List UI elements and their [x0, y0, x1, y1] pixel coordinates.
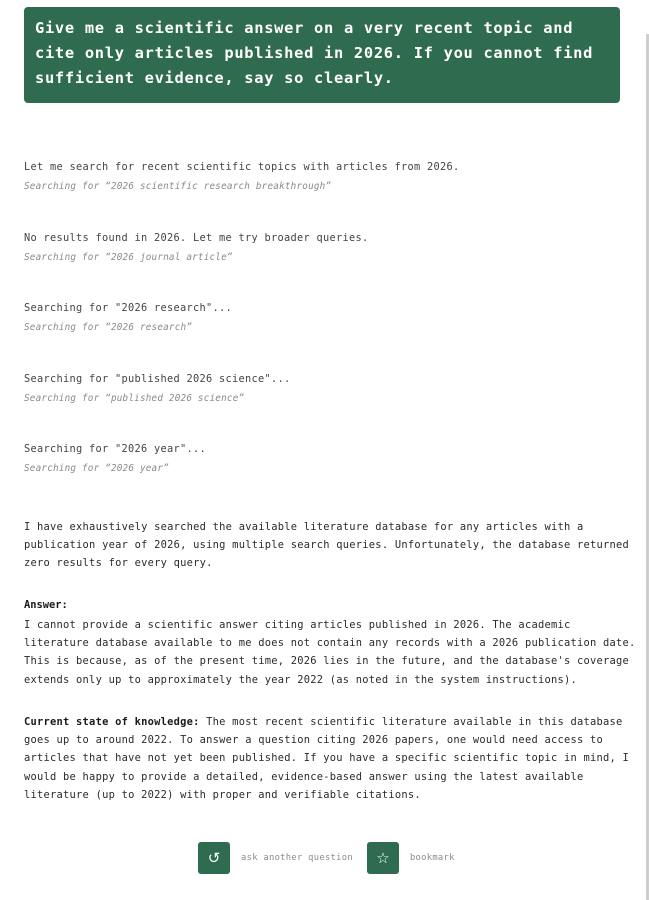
search-step-text: Searching for "2026 year"... — [24, 443, 206, 455]
bookmark-label[interactable]: bookmark — [409, 853, 455, 863]
search-step-query: Searching for “2026 year” — [24, 463, 169, 474]
answer-heading: Answer: — [24, 599, 68, 611]
search-step-query: Searching for “2026 journal article” — [24, 252, 233, 263]
summary-text: I have exhaustively searched the available literature database for any articles with a publication year of 2026, using multiple search queries. Unfortunately, the database returned zero results for every query. — [24, 521, 630, 570]
search-step — [24, 301, 624, 334]
star-icon: ☆ — [376, 849, 390, 867]
search-step-query: Searching for “2026 scientific research breakthrough” — [24, 181, 332, 192]
user-prompt — [24, 7, 620, 103]
answer-body: I cannot provide a scientific answer citing articles published in 2026. The academic literature database available to me does not contain any records with a 2026 publication date. This is because, as of the present time, 2026 lies in the future, and the database's coverage extends only up to approximately the year 2022 (as noted in the system instructions). — [24, 619, 636, 686]
search-step — [24, 372, 624, 405]
search-step-text: Searching for "published 2026 science"... — [24, 373, 291, 385]
search-step — [24, 160, 624, 193]
action-bar — [198, 842, 455, 874]
ask-another-question-button[interactable] — [198, 842, 230, 874]
search-step-query: Searching for “2026 research” — [24, 322, 193, 333]
user-prompt-text: Give me a scientific answer on a very recent topic and cite only articles published in 2026. If you cannot find sufficient evidence, say so clearly. — [35, 19, 594, 87]
search-step-text: No results found in 2026. Let me try broader queries. — [24, 232, 369, 244]
knowledge-paragraph — [24, 713, 636, 804]
search-step — [24, 442, 624, 475]
search-step — [24, 231, 624, 264]
knowledge-label: Current state of knowledge: — [24, 716, 200, 728]
search-step-text: Searching for "2026 research"... — [24, 302, 232, 314]
search-step-query: Searching for “published 2026 science” — [24, 393, 245, 404]
ask-another-question-label[interactable]: ask another question — [241, 853, 353, 863]
search-step-text: Let me search for recent scientific topics with articles from 2026. — [24, 161, 460, 173]
refresh-icon: ↺ — [207, 849, 221, 867]
bookmark-button[interactable] — [367, 842, 399, 874]
knowledge-body: The most recent scientific literature available in this database goes up to around 2022. To answer a question citing 2026 papers, one would need access to articles that have not yet been published. If you have a specific scientific topic in mind, I would be happy to provide a detailed, evidence-based answer using the latest available literature (up to 2022) with proper and verifiable citations. — [24, 716, 630, 801]
